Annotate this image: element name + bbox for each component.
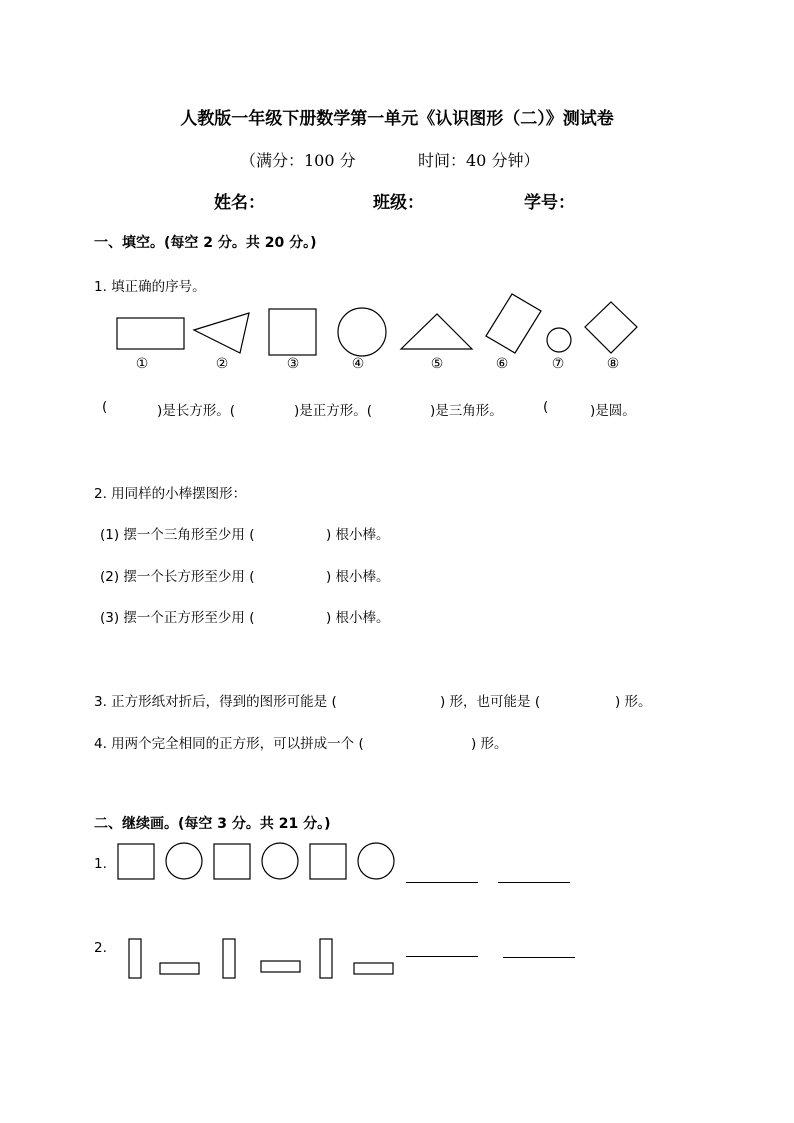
pattern-1-circle bbox=[166, 843, 202, 879]
question-2-item-1-post: ) 根小棒。 bbox=[326, 527, 390, 543]
pattern-2-vertical-rectangle bbox=[320, 939, 332, 978]
score-info: （满分：100 分 bbox=[240, 151, 356, 170]
name-label: 姓名： bbox=[214, 193, 265, 213]
question-1-prompt: 1. 填正确的序号。 bbox=[94, 279, 206, 295]
shape-label-3: ③ bbox=[286, 356, 300, 372]
shape-label-8: ⑧ bbox=[606, 356, 620, 372]
shape-label-5: ⑤ bbox=[430, 356, 444, 372]
shape-8-square bbox=[585, 302, 637, 353]
shape-1-rectangle bbox=[117, 318, 184, 349]
question-2-item-1-pre: (1) 摆一个三角形至少用 ( bbox=[100, 527, 255, 543]
answer-square-text: )是正方形。( bbox=[294, 403, 373, 419]
shape-3-square bbox=[269, 309, 316, 355]
draw-answer-blank[interactable] bbox=[406, 882, 478, 883]
answer-circle-text: )是圆。 bbox=[590, 403, 636, 419]
shape-6-rectangle bbox=[486, 294, 541, 353]
time-info: 时间：40 分钟） bbox=[418, 151, 540, 170]
shape-label-1: ① bbox=[135, 356, 149, 372]
pattern-1-square bbox=[214, 844, 250, 879]
question-2-item-3-post: ) 根小棒。 bbox=[326, 610, 390, 626]
answer-rectangle-text: )是长方形。( bbox=[157, 403, 236, 419]
pattern-2-horizontal-rectangle bbox=[160, 963, 199, 974]
shape-7-circle bbox=[547, 328, 571, 352]
draw-question-1-label: 1. bbox=[94, 856, 107, 872]
question-4-post: ) 形。 bbox=[471, 736, 508, 752]
section-2-heading: 二、继续画。(每空 3 分。共 21 分。) bbox=[94, 816, 331, 832]
shape-label-4: ④ bbox=[351, 356, 365, 372]
question-3-pre: 3. 正方形纸对折后，得到的图形可能是 ( bbox=[94, 694, 337, 710]
draw-answer-blank[interactable] bbox=[406, 956, 478, 957]
shape-label-6: ⑥ bbox=[495, 356, 509, 372]
page-title: 人教版一年级下册数学第一单元《认识图形（二）》测试卷 bbox=[180, 109, 614, 129]
pattern-1-square bbox=[118, 844, 154, 879]
question-2-prompt: 2. 用同样的小棒摆图形： bbox=[94, 486, 247, 502]
class-label: 班级： bbox=[373, 193, 424, 213]
shape-label-2: ② bbox=[215, 356, 229, 372]
pattern-2-horizontal-rectangle bbox=[261, 961, 300, 972]
question-2-item-2-post: ) 根小棒。 bbox=[326, 569, 390, 585]
draw-question-2-label: 2. bbox=[94, 940, 107, 956]
question-3-post: ) 形。 bbox=[615, 694, 652, 710]
question-2-item-3-pre: (3) 摆一个正方形至少用 ( bbox=[100, 610, 255, 626]
section-1-heading: 一、填空。(每空 2 分。共 20 分。) bbox=[94, 235, 317, 251]
draw-answer-blank[interactable] bbox=[498, 882, 570, 883]
pattern-1-circle bbox=[262, 843, 298, 879]
answer-paren-open-1: ( bbox=[102, 399, 108, 415]
answer-paren-open-4: ( bbox=[543, 399, 549, 415]
pattern-2-vertical-rectangle bbox=[223, 939, 235, 978]
question-4-pre: 4. 用两个完全相同的正方形，可以拼成一个 ( bbox=[94, 736, 364, 752]
draw-answer-blank[interactable] bbox=[503, 957, 575, 958]
question-3-mid: ) 形，也可能是 ( bbox=[440, 694, 541, 710]
answer-triangle-text: )是三角形。 bbox=[430, 403, 503, 419]
shape-4-circle bbox=[338, 308, 386, 356]
pattern-2-horizontal-rectangle bbox=[354, 963, 393, 974]
pattern-1-square bbox=[310, 844, 346, 879]
student-id-label: 学号： bbox=[524, 193, 575, 213]
pattern-1-circle bbox=[358, 843, 394, 879]
shape-5-triangle bbox=[401, 314, 472, 349]
pattern-2-vertical-rectangle bbox=[129, 939, 141, 978]
shape-2-triangle bbox=[194, 313, 249, 353]
question-2-item-2-pre: (2) 摆一个长方形至少用 ( bbox=[100, 569, 255, 585]
shape-label-7: ⑦ bbox=[551, 356, 565, 372]
